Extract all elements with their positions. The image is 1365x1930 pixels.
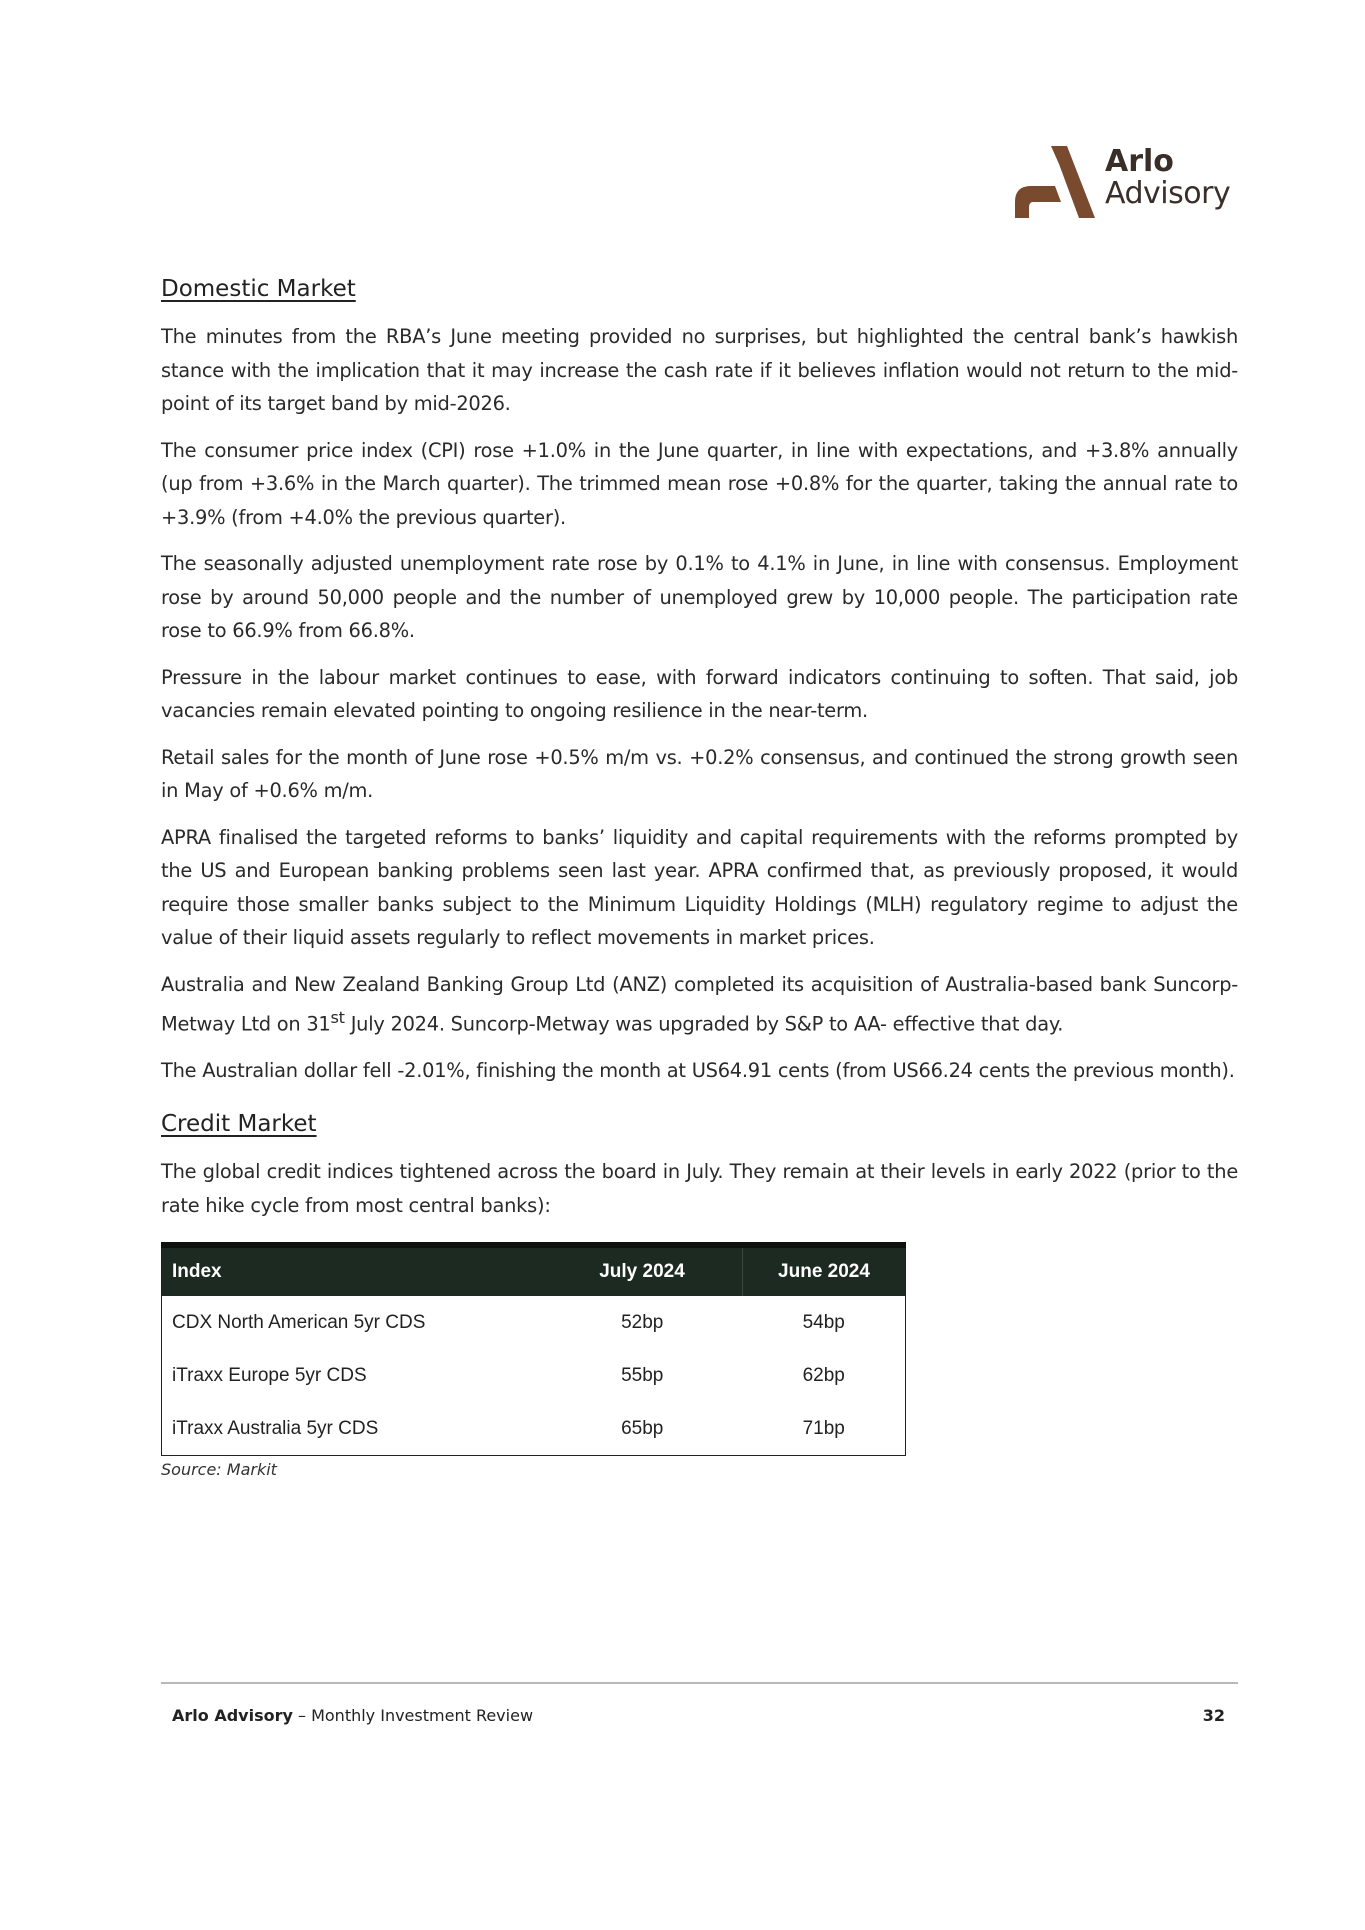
footer-title xyxy=(172,1706,533,1725)
arlo-advisory-logo xyxy=(1015,140,1245,230)
header-june-2024: June 2024 xyxy=(743,1245,906,1296)
footer-brand: Arlo Advisory xyxy=(172,1706,293,1725)
anz-text-after: July 2024. Suncorp-Metway was upgraded by S&P to AA- effective that day. xyxy=(344,1012,1064,1036)
anz-text-before: Australia and New Zealand Banking Group Ltd (ANZ) completed its acquisition of Australia-based bank Suncorp-Metway Ltd on 31 xyxy=(161,972,1238,1036)
paragraph-aud: The Australian dollar fell -2.01%, finishing the month at US64.91 cents (from US66.24 cents the previous month). xyxy=(161,1058,1235,1082)
cell-july: 52bp xyxy=(621,1311,664,1333)
cell-july: 65bp xyxy=(621,1417,664,1439)
page-content xyxy=(161,272,1238,1479)
paragraph-rba-minutes: The minutes from the RBA’s June meeting provided no surprises, but highlighted the central bank’s hawkish stance with the implication that it may increase the cash rate if it believes inflation would not return to the mid-point of its target band by mid-2026. xyxy=(161,325,1238,415)
paragraph-anz xyxy=(161,968,1238,1041)
credit-index-table xyxy=(161,1242,906,1456)
cell-june: 62bp xyxy=(802,1364,845,1386)
paragraph-cpi: The consumer price index (CPI) rose +1.0% in the June quarter, in line with expectations, and +3.8% annually (up from +3.6% in the March quarter). The trimmed mean rose +0.8% for the quarter, taking the annual rate to +3.9% (from +4.0% the previous quarter). xyxy=(161,438,1238,529)
cell-index: iTraxx Europe 5yr CDS xyxy=(172,1364,367,1386)
footer-publication: – Monthly Investment Review xyxy=(292,1706,534,1725)
credit-market-heading: Credit Market xyxy=(161,1111,317,1138)
page-number: 32 xyxy=(1202,1706,1225,1725)
header-index: Index xyxy=(162,1245,543,1296)
header-july-2024: July 2024 xyxy=(542,1245,743,1296)
paragraph-apra: APRA finalised the targeted reforms to banks’ liquidity and capital requirements with the reforms prompted by the US and European banking problems seen last year. APRA confirmed that, as previously proposed, it would require those smaller banks subject to the Minimum Liquidity Holdings (MLH) regulatory regime to adjust the value of their liquid assets regularly to reflect movements in market prices. xyxy=(161,825,1238,949)
cell-june: 54bp xyxy=(802,1311,845,1333)
table-row xyxy=(162,1349,906,1402)
domestic-market-heading: Domestic Market xyxy=(161,276,356,302)
logo-name: Arlo xyxy=(1105,144,1174,179)
anz-superscript: st xyxy=(330,1008,345,1027)
cell-index: CDX North American 5yr CDS xyxy=(172,1311,426,1333)
paragraph-retail-sales: Retail sales for the month of June rose +0.5% m/m vs. +0.2% consensus, and continued the strong growth seen in May of +0.6% m/m. xyxy=(161,745,1238,802)
paragraph-credit-intro: The global credit indices tightened across the board in July. They remain at their levels in early 2022 (prior to the rate hike cycle from most central banks): xyxy=(161,1160,1238,1217)
paragraph-labour-market: Pressure in the labour market continues to ease, with forward indicators continuing to soften. That said, job vacancies remain elevated pointing to ongoing resilience in the near-term. xyxy=(161,665,1238,722)
cell-june: 71bp xyxy=(802,1417,845,1439)
table-row xyxy=(162,1296,906,1349)
cell-july: 55bp xyxy=(621,1364,664,1386)
table-header-row xyxy=(162,1245,906,1296)
arlo-logo-icon xyxy=(1015,146,1095,218)
table-row xyxy=(162,1402,906,1456)
table-source-note: Source: Markit xyxy=(161,1460,277,1480)
cell-index: iTraxx Australia 5yr CDS xyxy=(172,1417,379,1439)
footer-divider xyxy=(161,1682,1238,1684)
paragraph-unemployment: The seasonally adjusted unemployment rate rose by 0.1% to 4.1% in June, in line with consensus. Employment rose by around 50,000 people and the number of unemployed grew by 10,000 people. The participation rate rose to 66.9% from 66.8%. xyxy=(161,552,1238,642)
logo-subtitle: Advisory xyxy=(1105,176,1231,211)
